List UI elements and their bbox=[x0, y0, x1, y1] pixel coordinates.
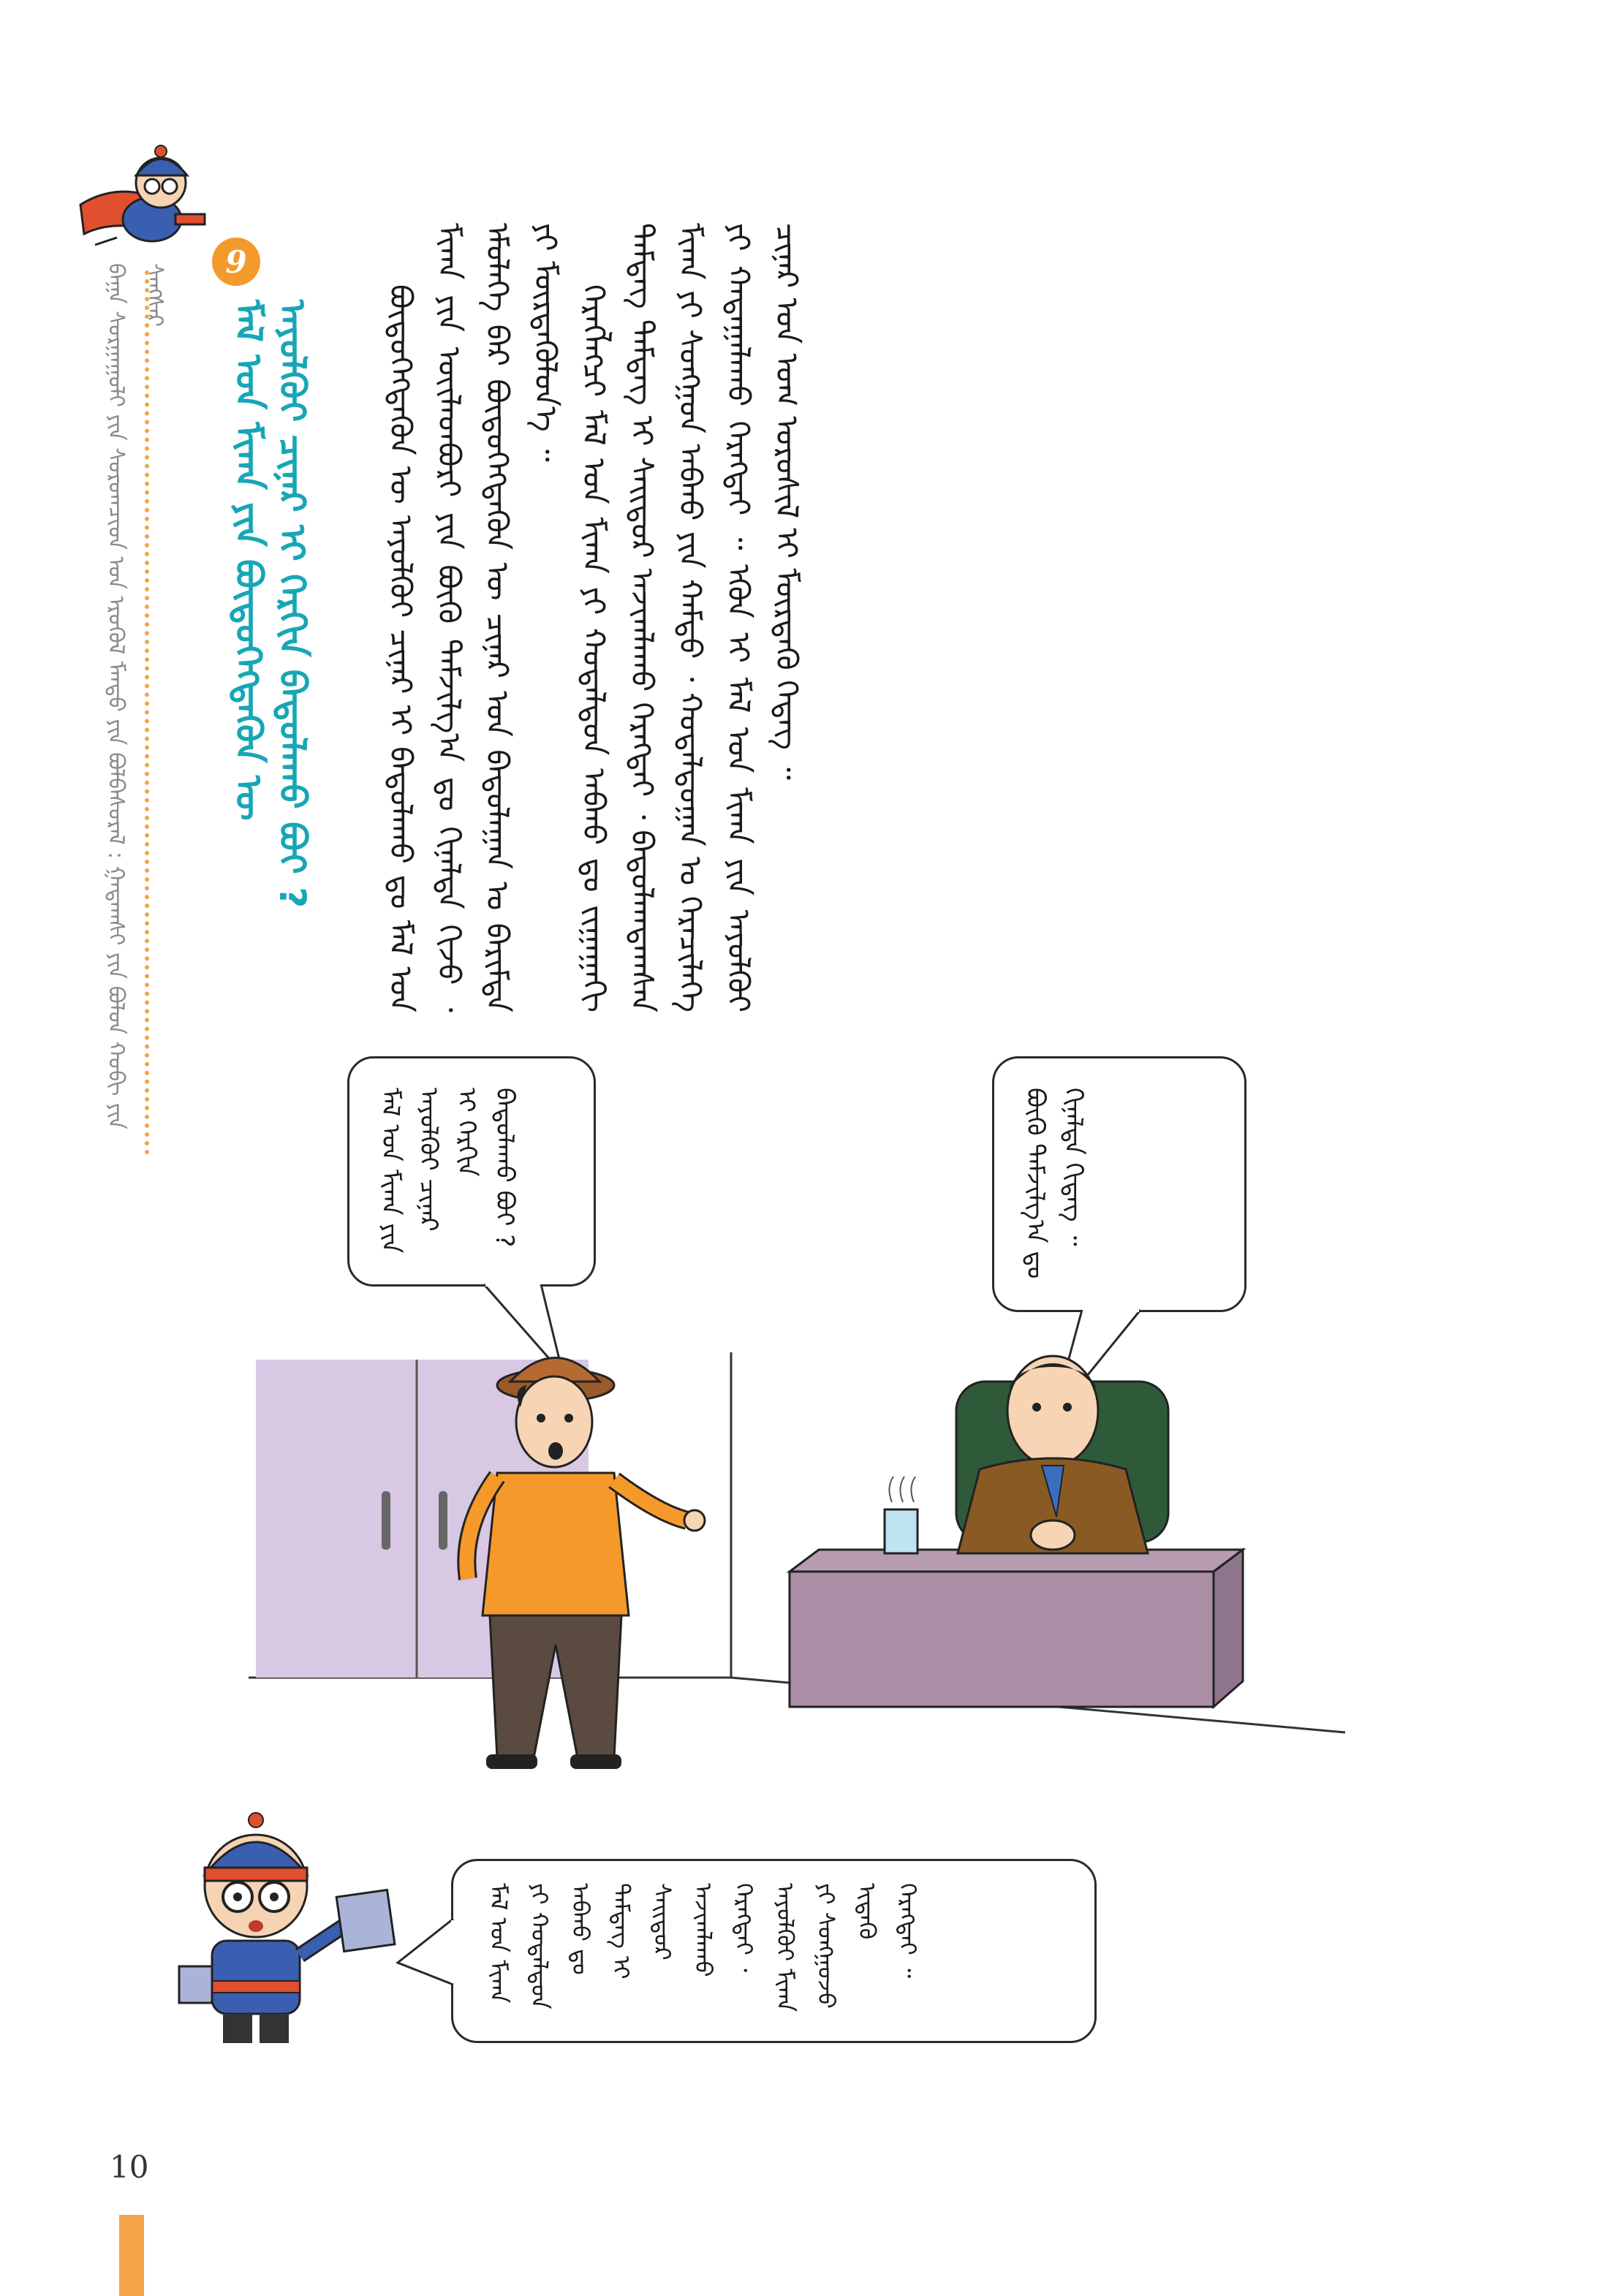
speech-bubble-narrator bbox=[451, 1859, 1097, 2043]
running-head: ᠪᠠᠭᠠ ᠰᠤᠷᠭᠠᠭᠤᠯᠢ ᠶᠢᠨ ᠰᠤᠷᠤᠭᠴᠢᠳ ᠤᠨ ᠡᠷᠦᠭᠦᠯ ᠮᠡᠨᠳᠦ ᠶᠢᠨ ᠪᠣᠯᠪᠠᠰᠤᠷᠠᠯ : ᠭᠠᠳᠠᠭᠰᠢ ᠶᠢᠨ ᠪᠣᠯᠣᠨ ᠬᠣᠪᠢ ᠶᠢᠨ ᠰᠠᠩᠰᠠᠷ bbox=[103, 263, 167, 1130]
flying-mascot-illustration bbox=[66, 135, 219, 267]
speech-text: ᠮᠠᠯ ᠤᠨ ᠮᠢᠬᠠ ᠶᠢᠨ ᠠᠶᠤᠯᠭᠦᠢ ᠴᠢᠨᠠᠷ ᠢ ᠬᠡᠷᠬᠢᠨ ᠪᠠᠲᠤᠯᠠᠬᠤ ᠪᠤᠢ ? bbox=[376, 1088, 519, 1254]
office-scene-illustration bbox=[249, 1338, 1360, 1835]
speech-bubble-customer bbox=[347, 1056, 596, 1287]
page-number: 10 bbox=[110, 2149, 149, 2185]
speech-text: ᠪᠦᠬᠦ ᠳᠠᠮᠵᠢᠯᠭ᠎ᠠ ᠳᠤ ᠬᠢᠨᠠᠯᠲᠠ ᠬᠢᠳᠡᠭ ᠃ bbox=[1021, 1088, 1088, 1279]
body-text bbox=[377, 223, 1246, 1012]
page-accent-bar bbox=[119, 2215, 144, 2296]
lesson-number-badge: 9 bbox=[212, 238, 260, 286]
lesson-title: ᠮᠠᠯ ᠤᠨ ᠮᠢᠬᠠ ᠶᠢᠨ ᠪᠦᠲᠦᠭᠡᠭᠳᠡᠬᠦᠨ ᠦ ᠠᠶᠤᠯᠭᠦᠢ ᠴᠢᠨᠠᠷ ᠢ ᠬᠡᠷᠬᠢᠨ ᠪᠠᠲᠤᠯᠠᠬᠤ ᠪᠤᠢ ? bbox=[227, 300, 314, 909]
mascot-with-card-illustration bbox=[164, 1806, 406, 2054]
body-paragraph: ᠪᠦᠲᠦᠭᠡᠭᠳᠡᠬᠦᠨ ᠦ ᠠᠶᠤᠯᠭᠦᠢ ᠴᠢᠨᠠᠷ ᠢ ᠪᠠᠲᠤᠯᠠᠬᠤ ᠳᠤ ᠮᠠᠯ ᠤᠨ ᠮᠢᠬᠠ ᠶᠢᠨ ᠦᠢᠯᠡᠳᠪᠦᠷᠢ ᠶᠢᠨ ᠪᠦᠬᠦ ᠳᠠᠮᠵᠢᠯᠭ᠎ᠠ ᠳᠤ ᠬᠢᠨᠠᠯᠲᠠ ᠬᠢᠵᠦ ᠂ ᠡᠮᠦᠯᠡᠭᠡ ᠪᠠᠷ ᠪᠦᠲᠦᠭᠡᠭᠳᠡᠬᠦᠨ ᠦ ᠴᠢᠨᠠᠷ ᠤᠨ ᠪᠠᠲᠤᠯᠠᠭᠠᠨ ᠤ ᠪᠠᠷᠢᠮᠲᠠ ᠶᠢ ᠮᠦᠷᠳᠡᠭᠦᠯᠦᠨ᠎ᠡ ᠃ bbox=[383, 223, 564, 1012]
body-paragraph: ᠬᠡᠷᠡᠭᠯᠡᠭᠴᠢ ᠮᠠᠯ ᠤᠨ ᠮᠢᠬᠠ ᠶᠢ ᠬᠤᠳᠠᠯᠳᠤᠨ ᠠᠪᠬᠤ ᠳᠤ ᠵᠢᠭᠠᠭᠠᠬᠢ ᠳᠡᠮᠳᠡᠭ ᠲᠡᠮᠳᠡᠭ ᠢ ᠰᠠᠢᠲᠤᠷ ᠠᠵᠢᠭᠯᠠᠬᠤ ᠬᠡᠷᠡᠭᠲᠡᠢ ᠂ ᠪᠠᠲᠤᠯᠠᠭᠳᠠᠭᠰᠠᠨ ᠮᠢᠬᠠ ᠶᠢ ᠰᠣᠩᠭᠤᠨ ᠠᠪᠬᠤ ᠶᠢᠨ ᠬᠠᠮᠲᠤ ᠂ ᠬᠤᠳᠠᠯᠳᠤᠭᠠᠨ ᠤ ᠭᠡᠷᠡᠴᠢᠯᠡᠭᠡ ᠶᠢ ᠬᠠᠳᠠᠭᠠᠯᠠᠬᠤ ᠬᠡᠷᠡᠭᠲᠡᠢ ᠃ ᠡᠭᠦᠨ ᠢ ᠮᠠᠯ ᠤᠨ ᠮᠢᠬᠠ ᠶᠢᠨ ᠠᠶᠤᠯᠭᠦᠢ ᠴᠢᠨᠠᠷ ᠤᠨ ᠤᠭ ᠤᠷᠤᠰᠢᠯ ᠢ ᠮᠥᠷᠳᠡᠬᠦ ᠭᠡᠳᠡᠭ ᠃ bbox=[576, 223, 805, 1012]
speech-bubble-manager bbox=[992, 1056, 1246, 1312]
dotted-rule-divider bbox=[145, 270, 149, 1155]
speech-text: ᠮᠠᠯ ᠤᠨ ᠮᠢᠬᠠ ᠶᠢ ᠬᠤᠳᠠᠯᠳᠤᠨ ᠠᠪᠬᠤ ᠳᠤ ᠲᠡᠮᠳᠡᠭ ᠢ ᠰᠠᠢᠲᠤᠷ ᠠᠵᠢᠭᠯᠠᠬᠤ ᠬᠡᠷᠡᠭᠲᠡᠢ ᠂ ᠠᠶᠤᠯᠭᠦᠢ ᠮᠢᠬᠠ ᠶᠢ ᠰᠣᠩᠭᠤᠵᠤ ᠢᠳᠡᠬᠦ ᠬᠡᠷᠡᠭᠲᠡᠢ ᠃ bbox=[485, 1883, 922, 2012]
